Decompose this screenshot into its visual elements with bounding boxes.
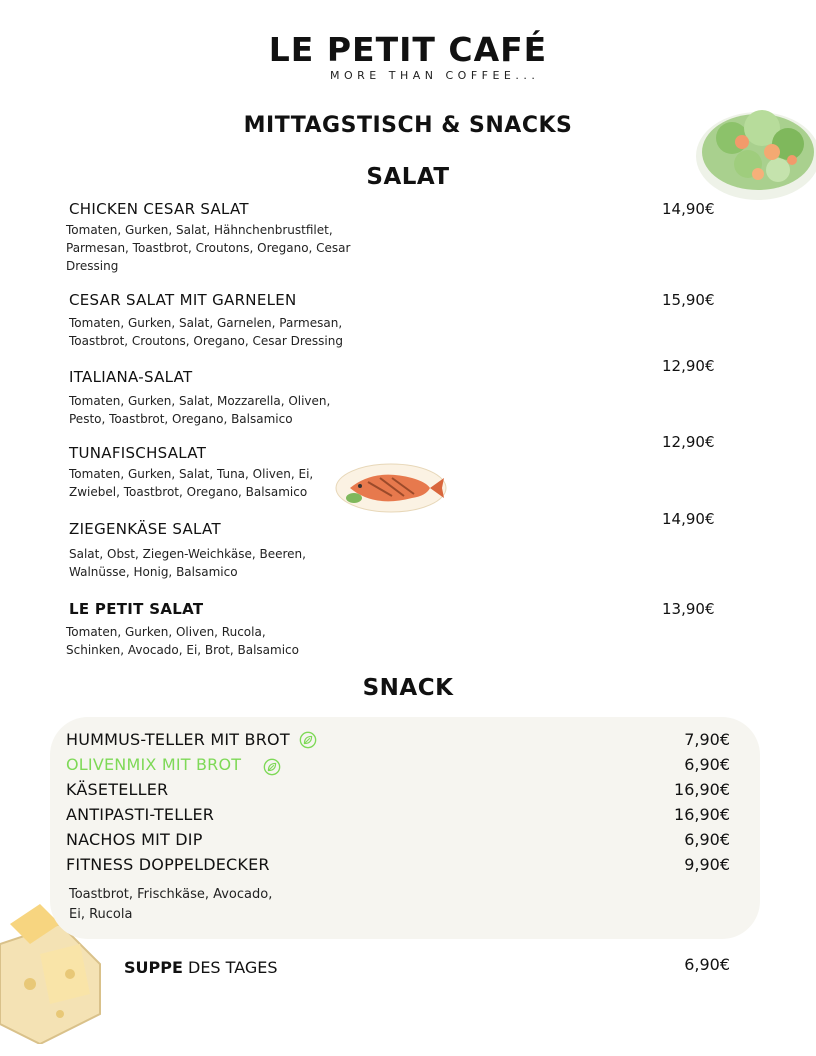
snack-item-name: OLIVENMIX MIT BROT [66,755,242,774]
salat-item-desc: Tomaten, Gurken, Salat, Mozzarella, Oliven, Pesto, Toastbrot, Oregano, Balsamico [69,394,331,426]
snack-item-name: HUMMUS-TELLER MIT BROT [66,730,290,749]
snack-item-name: KÄSETELLER [66,780,169,799]
snack-item-price: 7,90€ [684,730,730,749]
page-title: MITTAGSTISCH & SNACKS [243,113,573,138]
salat-item-desc: Tomaten, Gurken, Salat, Hähnchenbrustfilet, Parmesan, Toastbrot, Croutons, Oregano, Cesar Dressing [66,223,351,273]
salat-item-desc: Tomaten, Gurken, Oliven, Rucola, Schinken, Avocado, Ei, Brot, Balsamico [66,625,299,657]
snack-item-price: 16,90€ [674,805,730,824]
vegan-leaf-icon [299,731,317,749]
vegan-leaf-icon [263,758,281,776]
soup-item-name [124,958,278,977]
snack-item-name: NACHOS MIT DIP [66,830,203,849]
snack-item-desc: Toastbrot, Frischkäse, Avocado, Ei, Rucola [69,887,273,922]
salat-item-price: 14,90€ [662,200,715,218]
salat-item-name: LE PETIT SALAT [69,600,204,618]
snack-item-price: 16,90€ [674,780,730,799]
salat-item-desc: Salat, Obst, Ziegen-Weichkäse, Beeren, Walnüsse, Honig, Balsamico [69,547,306,579]
snack-item-name: ANTIPASTI-TELLER [66,805,215,824]
salat-item-desc: Tomaten, Gurken, Salat, Tuna, Oliven, Ei, Zwiebel, Toastbrot, Oregano, Balsamico [69,467,314,499]
salat-item-desc: Tomaten, Gurken, Salat, Garnelen, Parmesan, Toastbrot, Croutons, Oregano, Cesar Dressing [69,316,343,348]
cafe-tagline: MORE THAN COFFEE... [330,69,540,82]
salat-item-price: 12,90€ [662,433,715,451]
salat-item-price: 14,90€ [662,510,715,528]
salat-item-price: 13,90€ [662,600,715,618]
salat-item-name: CHICKEN CESAR SALAT [69,200,249,218]
snack-item-price: 6,90€ [684,830,730,849]
salat-item-name: ZIEGENKÄSE SALAT [69,520,221,538]
snack-item-price: 6,90€ [684,755,730,774]
salat-item-price: 12,90€ [662,357,715,375]
soup-item-price: 6,90€ [684,955,730,974]
cafe-brand-name: LE PETIT CAFÉ [268,30,548,69]
soup-label-bold: SUPPE [124,958,183,977]
snack-item-price: 9,90€ [684,855,730,874]
snack-section-title: SNACK [362,675,454,701]
salat-item-name: CESAR SALAT MIT GARNELEN [69,291,297,309]
soup-label-rest: DES TAGES [182,958,278,977]
salat-item-name: ITALIANA-SALAT [69,368,193,386]
grilled-fish-illustration [334,458,448,514]
snack-item-name: FITNESS DOPPELDECKER [66,855,270,874]
salat-item-name: TUNAFISCHSALAT [69,444,207,462]
salat-section-title: SALAT [366,164,450,190]
salat-item-price: 15,90€ [662,291,715,309]
